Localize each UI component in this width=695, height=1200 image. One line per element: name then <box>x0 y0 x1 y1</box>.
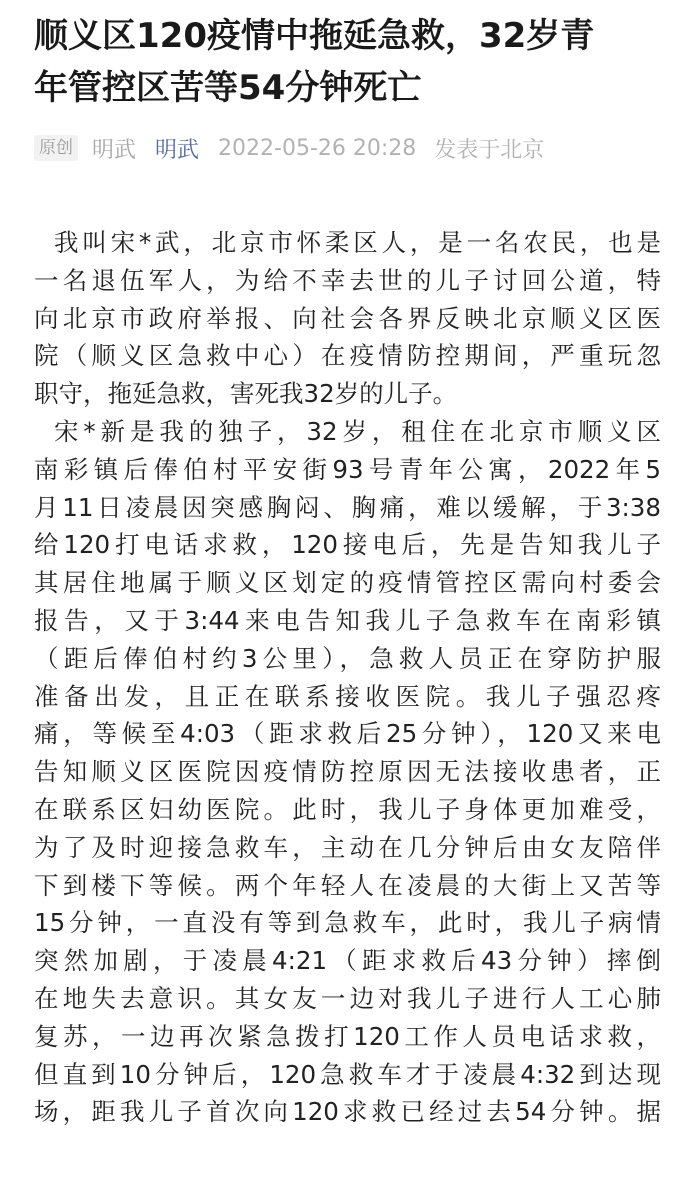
publish-location: 发表于北京 <box>434 137 545 163</box>
text-line: 一名退伍军人，为给不幸去世的儿子讨回公道，特 <box>34 265 661 295</box>
text-line: 报告，又于3:44来电告知我儿子急救车在南彩镇 <box>34 605 661 635</box>
original-badge: 原创 <box>34 135 78 161</box>
text-line: 为了及时迎接急救车，主动在几分钟后由女友陪伴 <box>34 832 661 862</box>
text-line: 场，距我儿子首次向120求救已经过去54分钟。据 <box>34 1097 661 1127</box>
article-meta <box>34 131 544 165</box>
title-line: 年管控区苦等54分钟死亡 <box>34 68 422 108</box>
account-link[interactable]: 明武 <box>155 137 200 163</box>
text-line: 在联系区妇幼医院。此时，我儿子身体更加难受， <box>34 794 661 824</box>
title-line: 顺义区120疫情中拖延急救，32岁青 <box>34 16 595 56</box>
text-line: 在地失去意识。其女友一边对我儿子进行人工心肺 <box>34 983 661 1013</box>
text-line: （距后俸伯村约3公里），急救人员正在穿防护服 <box>34 643 661 673</box>
text-line: 院（顺义区急救中心）在疫情防控期间，严重玩忽 <box>34 341 661 371</box>
text-line: 准备出发，且正在联系接收医院。我儿子强忍疼 <box>34 681 661 711</box>
text-line: 痛，等候至4:03（距求救后25分钟），120又来电 <box>34 719 661 749</box>
text-line: 但直到10分钟后，120急救车才于凌晨4:32到达现 <box>34 1059 661 1089</box>
text-line: 突然加剧，于凌晨4:21（距求救后43分钟）摔倒 <box>34 946 661 976</box>
text-line: 职守，拖延急救，害死我32岁的儿子。 <box>34 379 458 409</box>
text-line: 我叫宋*武，北京市怀柔区人，是一名农民，也是 <box>54 228 661 257</box>
text-line: 向北京市政府举报、向社会各界反映北京顺义区医 <box>34 303 661 333</box>
text-line: 15分钟，一直没有等到急救车，此时，我儿子病情 <box>34 908 661 938</box>
author-name: 明武 <box>92 137 137 163</box>
paragraph <box>34 413 661 1131</box>
text-line: 其居住地属于顺义区划定的疫情管控区需向村委会 <box>34 568 661 598</box>
text-line: 复苏，一边再次紧急拨打120工作人员电话求救， <box>34 1021 661 1051</box>
text-line: 南彩镇后俸伯村平安街93号青年公寓，2022年5 <box>34 454 661 484</box>
article-title <box>34 10 684 114</box>
text-line: 月11日凌晨因突感胸闷、胸痛，难以缓解，于3:38 <box>34 492 661 522</box>
publish-datetime: 2022-05-26 20:28 <box>218 135 417 161</box>
text-line: 宋*新是我的独子，32岁，租住在北京市顺义区 <box>54 416 661 446</box>
paragraph <box>34 224 661 413</box>
text-line: 下到楼下等候。两个年轻人在凌晨的大街上又苦等 <box>34 870 661 900</box>
text-line: 告知顺义区医院因疫情防控原因无法接收患者，正 <box>34 757 661 787</box>
article-body <box>34 224 661 1131</box>
text-line: 给120打电话求救，120接电后，先是告知我儿子 <box>34 530 661 560</box>
